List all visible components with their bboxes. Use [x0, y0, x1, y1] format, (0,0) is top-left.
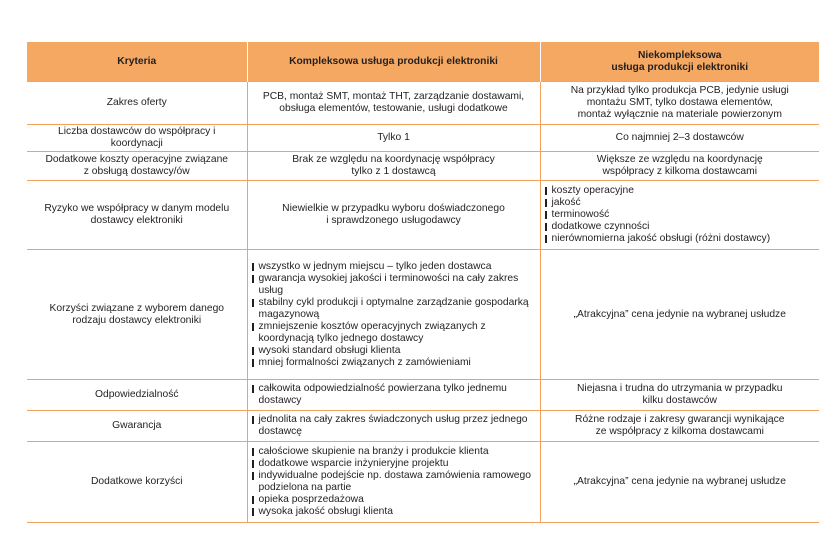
- list-item: opieka posprzedażowa: [252, 494, 536, 506]
- criteria-cell: Dodatkowe koszty operacyjne związane z obsługą dostawcy/ów: [27, 152, 247, 181]
- list-item: mniej formalności związanych z zamówieniami: [252, 357, 536, 369]
- criteria-cell: Liczba dostawców do współpracy i koordynacji: [27, 125, 247, 152]
- bullet-list: [252, 446, 536, 518]
- table-row: [27, 125, 819, 152]
- complex-cell: [247, 380, 540, 411]
- list-item: indywidualne podejście np. dostawa zamówienia ramowego podzielona na partie: [252, 470, 536, 494]
- criteria-cell: Dodatkowe korzyści: [27, 442, 247, 523]
- complex-cell: [247, 442, 540, 523]
- criteria-cell: Zakres oferty: [27, 82, 247, 125]
- header-complex: Kompleksowa usługa produkcji elektroniki: [247, 42, 540, 82]
- list-item: wszystko w jednym miejscu – tylko jeden dostawca: [252, 261, 536, 273]
- table-row: [27, 250, 819, 380]
- complex-cell: Brak ze względu na koordynację współpracy tylko z 1 dostawcą: [247, 152, 540, 181]
- noncomplex-cell: Co najmniej 2–3 dostawców: [540, 125, 819, 152]
- complex-cell: [247, 250, 540, 380]
- table-row: [27, 442, 819, 523]
- table-row: [27, 152, 819, 181]
- list-item: całościowe skupienie na branży i produkcie klienta: [252, 446, 536, 458]
- list-item: dodatkowe wsparcie inżynieryjne projektu: [252, 458, 536, 470]
- noncomplex-cell: „Atrakcyjna” cena jedynie na wybranej usłudze: [540, 250, 819, 380]
- noncomplex-cell: Na przykład tylko produkcja PCB, jedynie usługi montażu SMT, tylko dostawa elementów, montaż wyłącznie na materiale powierzonym: [540, 82, 819, 125]
- list-item: zmniejszenie kosztów operacyjnych związanych z koordynacją tylko jednego dostawcy: [252, 321, 536, 345]
- criteria-cell: Ryzyko we współpracy w danym modelu dostawcy elektroniki: [27, 181, 247, 250]
- noncomplex-cell: Różne rodzaje i zakresy gwarancji wynikające ze współpracy z kilkoma dostawcami: [540, 411, 819, 442]
- bullet-list: [252, 414, 536, 438]
- criteria-cell: Gwarancja: [27, 411, 247, 442]
- noncomplex-cell: [540, 181, 819, 250]
- criteria-cell: Odpowiedzialność: [27, 380, 247, 411]
- comparison-table: [27, 42, 819, 523]
- table-row: [27, 380, 819, 411]
- header-criteria: Kryteria: [27, 42, 247, 82]
- header-row: [27, 42, 819, 82]
- table-row: [27, 82, 819, 125]
- noncomplex-cell: Większe ze względu na koordynację współpracy z kilkoma dostawcami: [540, 152, 819, 181]
- table-row: [27, 181, 819, 250]
- complex-cell: [247, 411, 540, 442]
- noncomplex-cell: „Atrakcyjna” cena jedynie na wybranej usłudze: [540, 442, 819, 523]
- header-noncomplex: Niekompleksowa usługa produkcji elektroniki: [540, 42, 819, 82]
- list-item: jakość: [545, 197, 816, 209]
- complex-cell: Tylko 1: [247, 125, 540, 152]
- table-row: [27, 411, 819, 442]
- list-item: jednolita na cały zakres świadczonych usług przez jednego dostawcę: [252, 414, 536, 438]
- list-item: dodatkowe czynności: [545, 221, 816, 233]
- complex-cell: PCB, montaż SMT, montaż THT, zarządzanie dostawami, obsługa elementów, testowanie, usługi dodatkowe: [247, 82, 540, 125]
- list-item: koszty operacyjne: [545, 185, 816, 197]
- list-item: nierównomierna jakość obsługi (różni dostawcy): [545, 233, 816, 245]
- list-item: terminowość: [545, 209, 816, 221]
- comparison-table-container: [27, 42, 819, 523]
- bullet-list: [252, 383, 536, 407]
- list-item: wysoki standard obsługi klienta: [252, 345, 536, 357]
- noncomplex-cell: Niejasna i trudna do utrzymania w przypadku kilku dostawców: [540, 380, 819, 411]
- list-item: gwarancja wysokiej jakości i terminowości na cały zakres usług: [252, 273, 536, 297]
- bullet-list: [252, 261, 536, 369]
- list-item: stabilny cykl produkcji i optymalne zarządzanie gospodarką magazynową: [252, 297, 536, 321]
- complex-cell: Niewielkie w przypadku wyboru doświadczonego i sprawdzonego usługodawcy: [247, 181, 540, 250]
- criteria-cell: Korzyści związane z wyborem danego rodzaju dostawcy elektroniki: [27, 250, 247, 380]
- bullet-list: [545, 185, 816, 245]
- list-item: wysoka jakość obsługi klienta: [252, 506, 536, 518]
- list-item: całkowita odpowiedzialność powierzana tylko jednemu dostawcy: [252, 383, 536, 407]
